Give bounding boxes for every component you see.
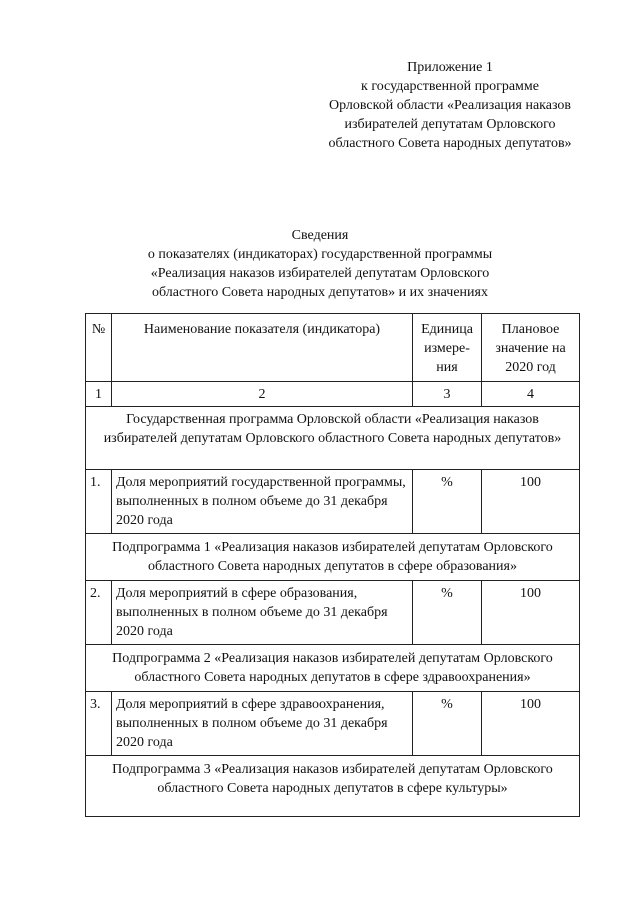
appendix-line: Приложение 1: [407, 60, 493, 75]
plan-value: 100: [482, 581, 580, 645]
row-number: 1.: [86, 470, 112, 534]
appendix-line: к государственной программе: [361, 79, 539, 94]
appendix-line: Орловской области «Реализация наказов: [328, 98, 572, 113]
heading-line: областного Совета народных депутатов» и их значениях: [152, 285, 488, 300]
indicator-name: Доля мероприятий государственной программы, выполненных в полном объеме до 31 декабря 2020 года: [112, 470, 413, 534]
row-number: 2.: [86, 581, 112, 645]
indicator-name: Доля мероприятий в сфере образования, выполненных в полном объеме до 31 декабря 2020 года: [112, 581, 413, 645]
subprogram-row: [86, 534, 580, 581]
table-row: [86, 581, 580, 645]
column-index: 2: [112, 382, 413, 407]
unit-value: %: [413, 581, 482, 645]
heading-line: о показателях (индикаторах) государственной программы: [147, 247, 493, 262]
column-header-num: №: [86, 314, 112, 382]
column-header-unit: Единица измере-ния: [413, 314, 482, 382]
column-index-row: [86, 382, 580, 407]
column-header-plan: Плановое значение на 2020 год: [482, 314, 580, 382]
appendix-line: областного Совета народных депутатов»: [328, 136, 572, 151]
appendix-line: избирателей депутатам Орловского: [344, 117, 556, 132]
program-title: Государственная программа Орловской области «Реализация наказов избирателей депутатам Орловского областного Совета народных депутатов»: [86, 407, 580, 470]
subprogram-row: [86, 645, 580, 692]
program-title-row: [86, 407, 580, 470]
table-row: [86, 692, 580, 756]
plan-value: 100: [482, 470, 580, 534]
subprogram-title: Подпрограмма 3 «Реализация наказов избирателей депутатам Орловского областного Совета народных депутатов в сфере культуры»: [86, 756, 580, 817]
indicators-table: [85, 313, 580, 817]
heading-title: Сведения: [291, 228, 349, 243]
unit-value: %: [413, 470, 482, 534]
column-index: 1: [86, 382, 112, 407]
column-index: 4: [482, 382, 580, 407]
document-heading: [80, 226, 560, 302]
table-header-row: [86, 314, 580, 382]
subprogram-row: [86, 756, 580, 817]
column-header-name: Наименование показателя (индикатора): [112, 314, 413, 382]
appendix-block: [300, 58, 600, 153]
row-number: 3.: [86, 692, 112, 756]
unit-value: %: [413, 692, 482, 756]
table-row: [86, 470, 580, 534]
plan-value: 100: [482, 692, 580, 756]
subprogram-title: Подпрограмма 2 «Реализация наказов избирателей депутатам Орловского областного Совета народных депутатов в сфере здравоохранения»: [86, 645, 580, 692]
indicator-name: Доля мероприятий в сфере здравоохранения, выполненных в полном объеме до 31 декабря 2020 года: [112, 692, 413, 756]
column-index: 3: [413, 382, 482, 407]
subprogram-title: Подпрограмма 1 «Реализация наказов избирателей депутатам Орловского областного Совета народных депутатов в сфере образования»: [86, 534, 580, 581]
heading-line: «Реализация наказов избирателей депутатам Орловского: [150, 266, 490, 281]
